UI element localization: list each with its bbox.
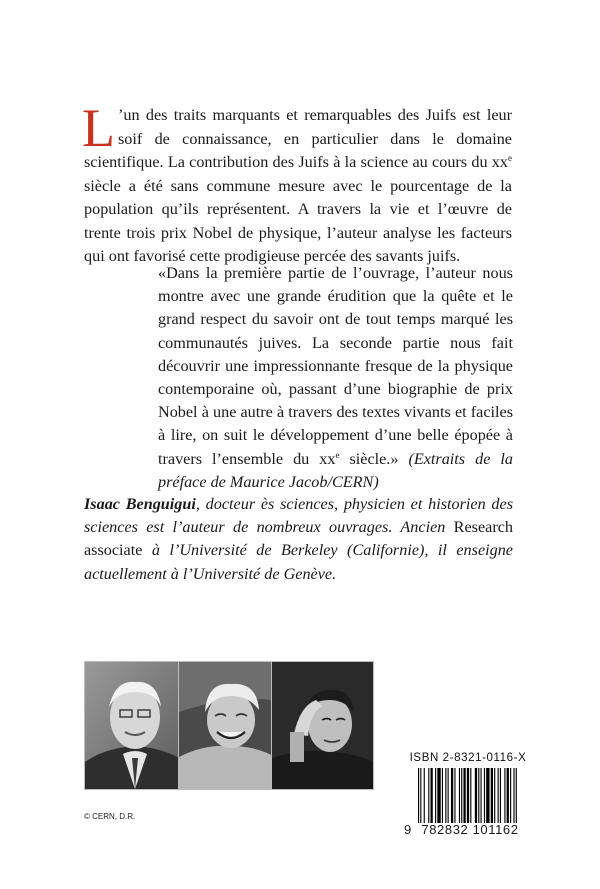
barcode-bar [431, 768, 433, 823]
bio-roman-term: Research associate [84, 518, 513, 560]
barcode-bar [498, 768, 499, 823]
barcode-bar [516, 768, 517, 823]
author-name: Isaac Benguigui [84, 495, 196, 513]
barcode-bar [442, 768, 443, 823]
drop-cap: L [82, 98, 115, 158]
barcode-bar [424, 768, 425, 823]
barcode-bar [504, 768, 505, 823]
photo-credit: © CERN, D.R. [84, 812, 136, 821]
photo-scientist-1 [84, 661, 187, 790]
quote-source: (Extraits de la préface de Maurice Jacob/CERN) [158, 449, 513, 491]
intro-century-sup: e [508, 153, 512, 163]
intro-text-2: siècle a été sans commune mesure avec le pourcentage de la population qu’ils représentent. A travers la vie et l’œuvre de trente trois prix Nobel de physique, l’auteur analyse les facteurs qui ont favorisé cette prodigieuse percée des savants juifs. [84, 176, 512, 265]
quote-text-2: siècle.» [339, 449, 409, 468]
barcode-bar [454, 768, 455, 823]
barcode [418, 768, 518, 823]
preface-quote [158, 262, 513, 494]
barcode-bar [484, 768, 485, 823]
barcode-bar [481, 768, 482, 823]
quote-century-sup: e [335, 449, 340, 460]
barcode-bar [500, 768, 501, 823]
isbn-label: ISBN 2-8321-0116-X [409, 752, 527, 764]
barcode-bar [513, 768, 514, 823]
barcode-bar [494, 768, 495, 823]
barcode-bar [451, 768, 453, 823]
barcode-bar [478, 768, 479, 823]
barcode-bar [459, 768, 460, 823]
ean-first-digit: 9 [404, 822, 412, 837]
barcode-bar [445, 768, 446, 823]
barcode-bar [470, 768, 471, 823]
barcode-bar [507, 768, 509, 823]
intro-paragraph [82, 98, 512, 269]
bio-text-1: , docteur ès sciences, physicien et historien des sciences est l’auteur de nombreux ouvrages. Ancien [84, 495, 513, 537]
barcode-bar [435, 768, 436, 823]
barcode-bar [491, 768, 493, 823]
quote-text-1: «Dans la première partie de l’ouvrage, l’auteur nous montre avec une grande érudition que la quête et le grand respect du savoir ont de tout temps marqué les communautés juives. La seconde partie nous fait découvrir une impressionnante fresque de la physique contemporaine où, passant d’une biographie de prix Nobel à une autre à travers des textes vivants et faciles à lire, on suit le développement d’une belle épopée à travers l’ensemble du xx [158, 264, 513, 468]
barcode-bar [448, 768, 449, 823]
barcode-bar [461, 768, 462, 823]
barcode-bar [463, 768, 465, 823]
photo-scientist-2 [178, 661, 281, 790]
barcode-bar [467, 768, 469, 823]
photo-scientist-3 [271, 661, 374, 790]
author-bio [84, 493, 513, 586]
barcode-bar [475, 768, 477, 823]
intro-text-1: ’un des traits marquants et remarquables des Juifs est leur soif de connaissance, en particulier dans le domaine scientifique. La contribution des Juifs à la science au cours du xx [84, 106, 512, 171]
barcode-bar [420, 768, 421, 823]
barcode-bar [418, 768, 419, 823]
barcode-bar [510, 768, 511, 823]
barcode-bar [437, 768, 440, 823]
ean-digits: 782832 101162 [421, 822, 519, 837]
barcode-bar [486, 768, 489, 823]
bio-text-2: à l’Université de Berkeley (Californie), il enseigne actuellement à l’Université de Genève. [84, 541, 513, 583]
barcode-bar [428, 768, 429, 823]
